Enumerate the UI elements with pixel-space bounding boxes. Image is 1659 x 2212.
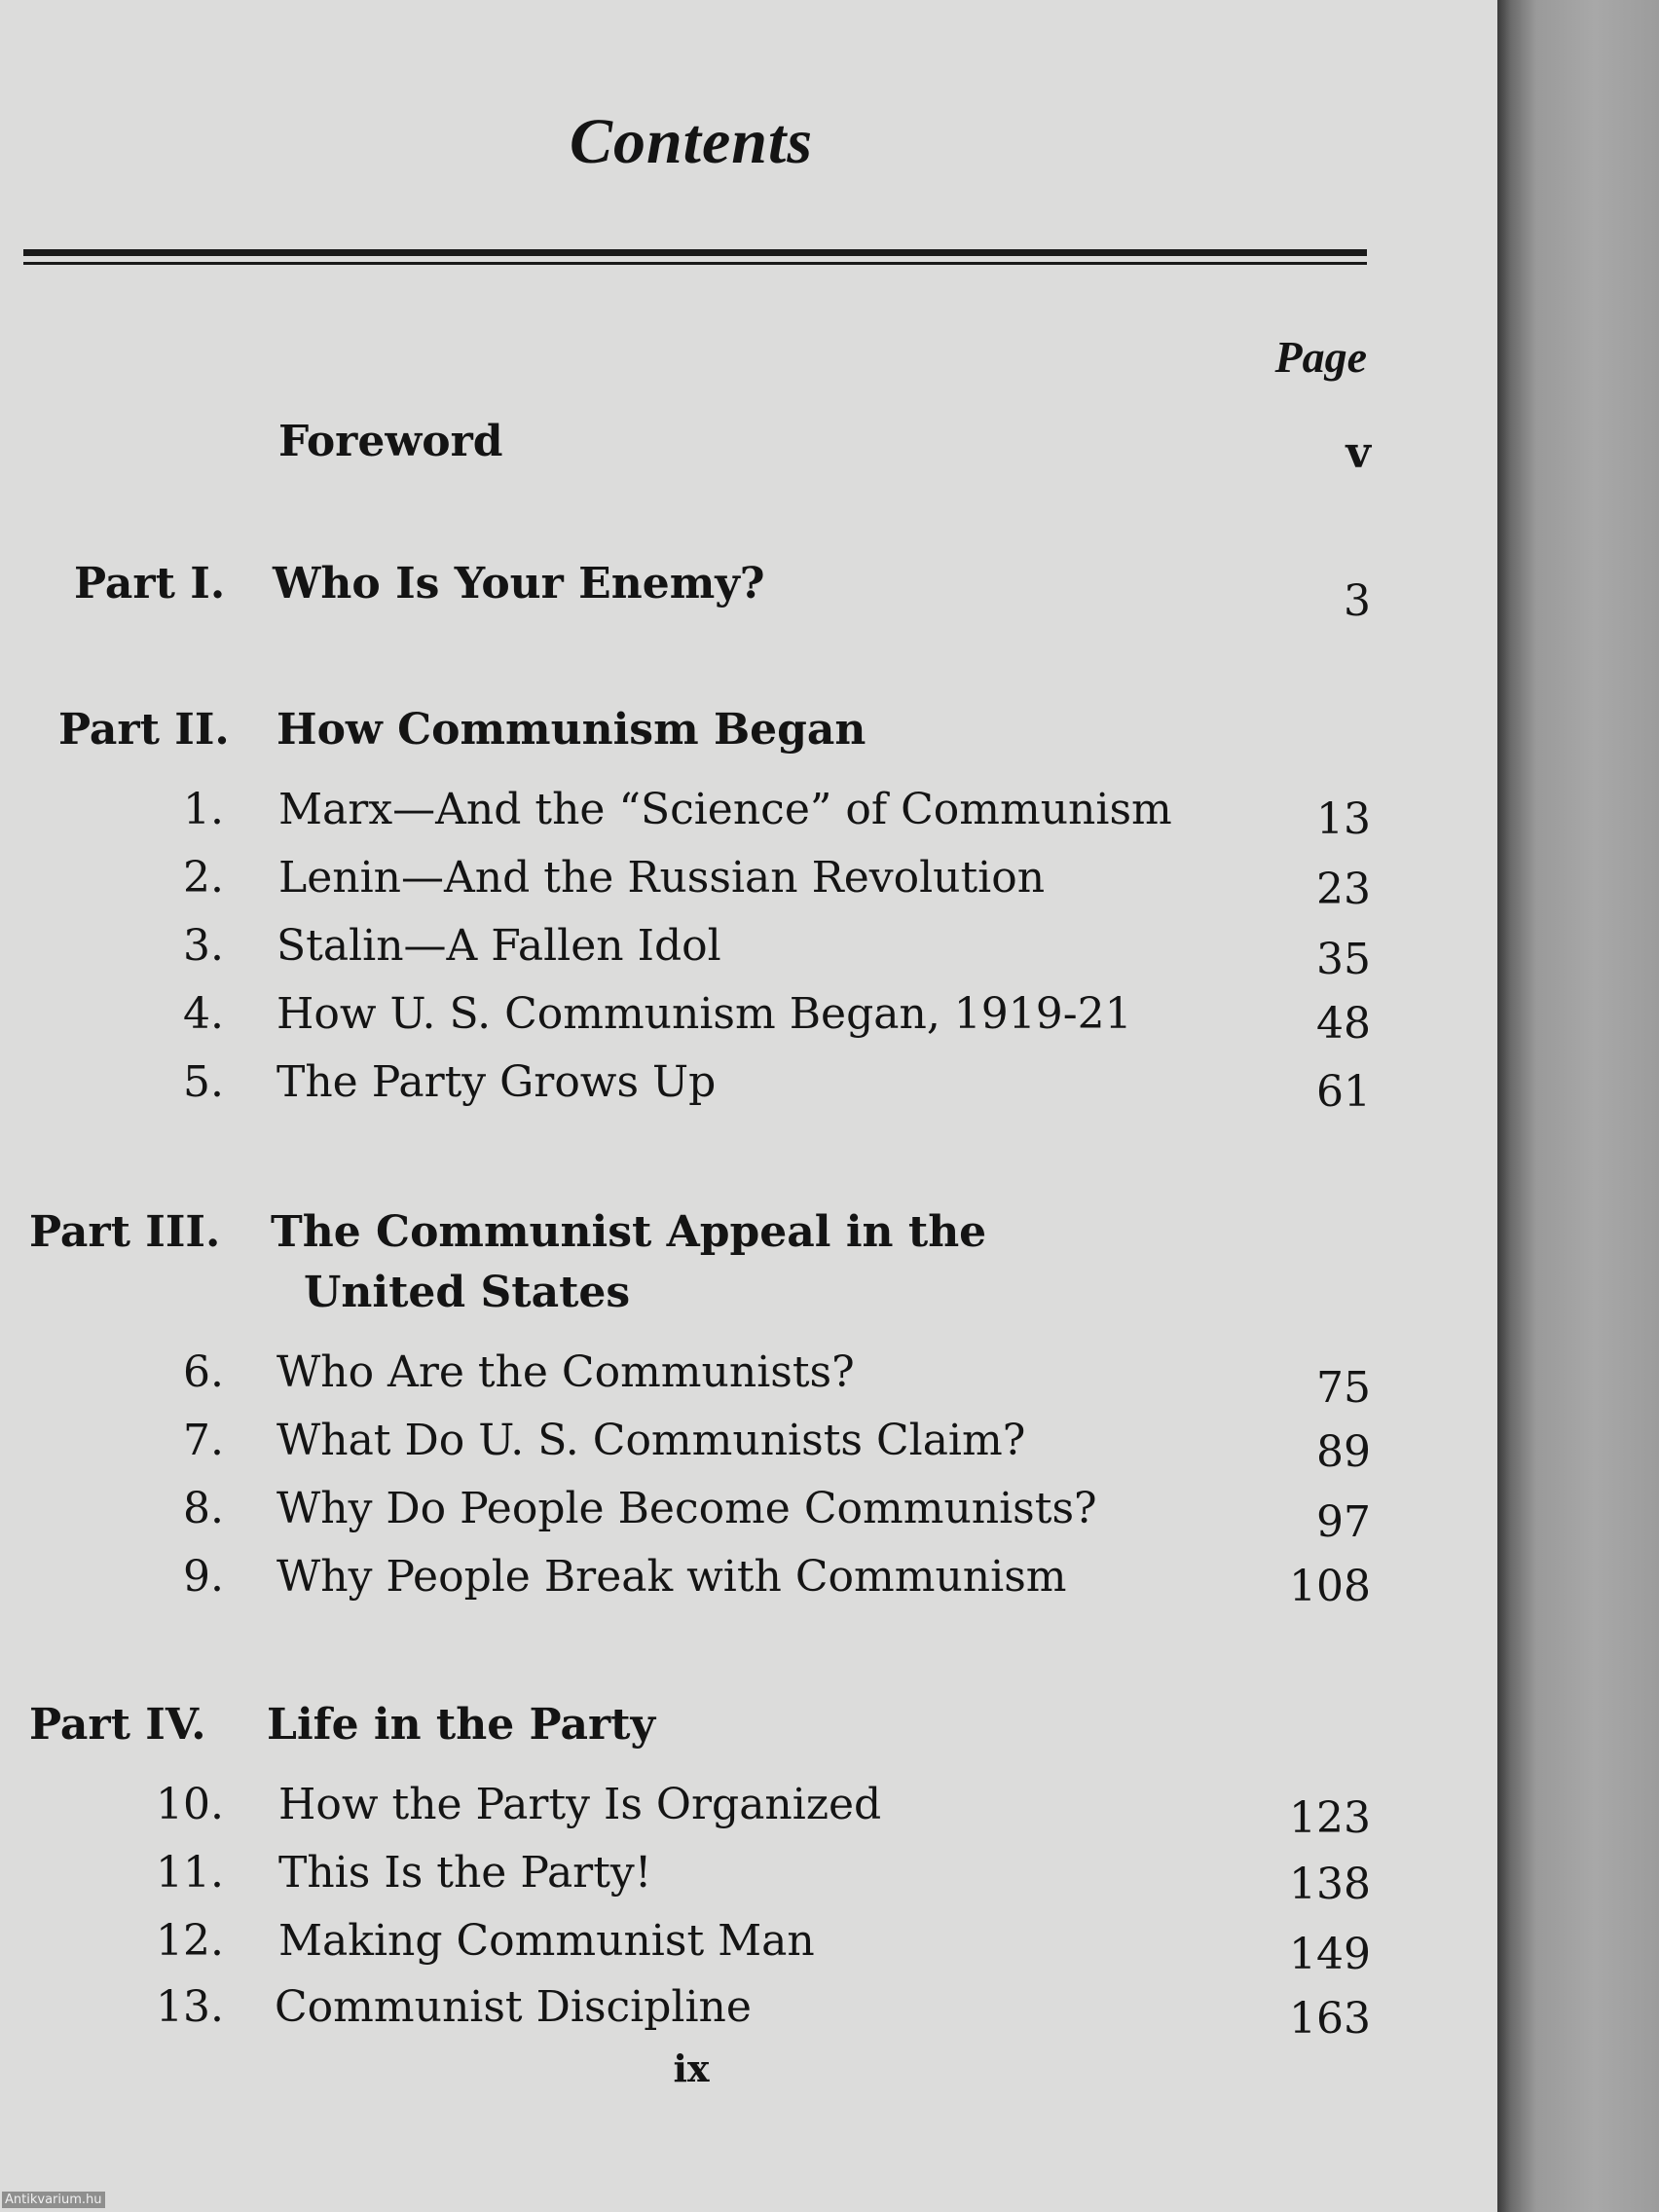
chapter-6-title: Who Are the Communists? — [276, 1347, 855, 1397]
chapter-3-page: 35 — [1316, 935, 1371, 984]
book-spine-shadow — [1497, 0, 1659, 2212]
part-3-label: Part III. — [29, 1207, 221, 1257]
chapter-3-title: Stalin—A Fallen Idol — [276, 921, 721, 971]
chapter-4-number: 4. — [183, 989, 224, 1039]
chapter-1-page: 13 — [1316, 794, 1371, 844]
part-1-title: Who Is Your Enemy? — [273, 559, 765, 608]
part-1-label: Part I. — [74, 559, 226, 608]
chapter-2-number: 2. — [183, 853, 224, 903]
part-2-label: Part II. — [58, 705, 230, 755]
chapter-2-title: Lenin—And the Russian Revolution — [278, 853, 1046, 903]
chapter-8-page: 97 — [1316, 1497, 1371, 1547]
chapter-12-page: 149 — [1289, 1930, 1371, 1979]
foreword-label: Foreword — [278, 417, 503, 466]
part-4-label: Part IV. — [29, 1700, 206, 1750]
chapter-13-number: 13. — [156, 1982, 224, 2032]
chapter-9-title: Why People Break with Communism — [276, 1552, 1067, 1602]
chapter-11-title: This Is the Party! — [278, 1848, 652, 1898]
part-3-title-line2: United States — [304, 1268, 631, 1317]
part-4-title: Life in the Party — [267, 1700, 656, 1750]
chapter-5-number: 5. — [183, 1057, 224, 1107]
page-folio: ix — [673, 2046, 710, 2090]
chapter-8-title: Why Do People Become Communists? — [276, 1484, 1097, 1533]
chapter-1-number: 1. — [183, 785, 224, 834]
part-2-title: How Communism Began — [276, 705, 866, 755]
chapter-2-page: 23 — [1316, 865, 1371, 914]
watermark-text: Antikvarium.hu — [2, 2192, 105, 2208]
part-1-page: 3 — [1344, 576, 1371, 626]
title-rule-thin — [23, 262, 1367, 265]
part-3-title-line1: The Communist Appeal in the — [271, 1207, 987, 1257]
chapter-11-page: 138 — [1289, 1860, 1371, 1909]
page-column-heading: Page — [1274, 332, 1367, 382]
chapter-8-number: 8. — [183, 1484, 224, 1533]
chapter-1-title: Marx—And the “Science” of Communism — [278, 785, 1172, 834]
contents-title: Contents — [569, 106, 814, 177]
title-rule-thick — [23, 249, 1367, 256]
chapter-12-title: Making Communist Man — [278, 1916, 815, 1966]
chapter-12-number: 12. — [156, 1916, 224, 1966]
chapter-9-number: 9. — [183, 1552, 224, 1602]
chapter-7-title: What Do U. S. Communists Claim? — [276, 1416, 1026, 1465]
chapter-7-page: 89 — [1316, 1427, 1371, 1477]
chapter-11-number: 11. — [156, 1848, 224, 1898]
chapter-6-page: 75 — [1316, 1363, 1371, 1413]
chapter-10-number: 10. — [156, 1780, 224, 1829]
chapter-5-page: 61 — [1316, 1067, 1371, 1117]
chapter-10-page: 123 — [1289, 1793, 1371, 1843]
chapter-7-number: 7. — [183, 1416, 224, 1465]
chapter-13-page: 163 — [1289, 1994, 1371, 2044]
chapter-13-title: Communist Discipline — [275, 1982, 752, 2032]
chapter-6-number: 6. — [183, 1347, 224, 1397]
chapter-9-page: 108 — [1289, 1562, 1371, 1611]
foreword-page: v — [1346, 428, 1371, 478]
chapter-4-title: How U. S. Communism Began, 1919-21 — [276, 989, 1132, 1039]
chapter-10-title: How the Party Is Organized — [278, 1780, 882, 1829]
chapter-4-page: 48 — [1316, 999, 1371, 1049]
chapter-5-title: The Party Grows Up — [276, 1057, 717, 1107]
chapter-3-number: 3. — [183, 921, 224, 971]
